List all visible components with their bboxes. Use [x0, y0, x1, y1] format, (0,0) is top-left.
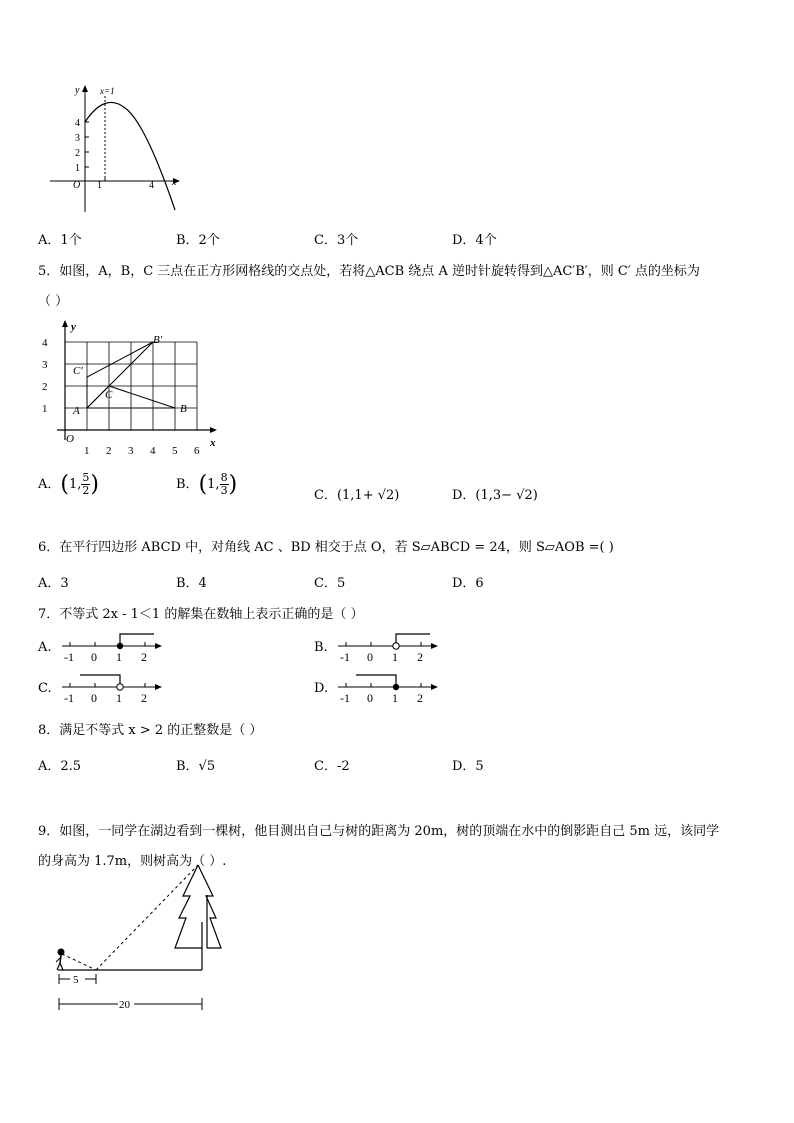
q8-stem: 8．满足不等式 x > 2 的正整数是（ ） — [38, 723, 263, 738]
q5-option-d[interactable]: D．(1,3− √2) — [452, 488, 538, 503]
q4-xtick-4: 4 — [149, 180, 154, 191]
q5-point-c: C — [105, 389, 113, 401]
q4-x-label: x — [172, 177, 177, 188]
svg-text:2: 2 — [417, 691, 423, 705]
q4-ytick-3: 3 — [75, 133, 80, 144]
svg-text:0: 0 — [367, 691, 373, 705]
q5-grid-figure — [35, 315, 225, 460]
svg-text:2: 2 — [417, 650, 423, 664]
q7-stem: 7．不等式 2x - 1＜1 的解集在数轴上表示正确的是（ ） — [38, 607, 364, 622]
q9-stem-line1: 9．如图，一同学在湖边看到一棵树，他目测出自己与树的距离为 20m，树的顶端在水中的倒影距自己 5m 远，该同学 — [38, 824, 720, 839]
q9-tree-figure — [48, 860, 238, 1015]
q8-option-c[interactable]: C．-2 — [314, 759, 350, 774]
svg-text:-1: -1 — [340, 650, 350, 664]
svg-text:2: 2 — [141, 650, 147, 664]
q5-xtick: 3 — [128, 445, 134, 457]
q6-option-a[interactable]: A．3 — [38, 576, 69, 591]
svg-text:1: 1 — [392, 691, 398, 705]
q5-option-b-den: 3 — [220, 484, 228, 497]
q5-option-b[interactable]: B．(1, $\frac{8}{3}$ ) — [176, 471, 238, 497]
q5-x-label: x — [210, 437, 216, 449]
q4-line-label: x=1 — [100, 86, 115, 96]
q4-ytick-4: 4 — [75, 118, 80, 129]
q5-point-b: B — [180, 403, 187, 415]
q5-stem-line1: 5．如图，A，B，C 三点在正方形网格线的交点处，若将△ACB 绕点 A 逆时针旋转得到△AC′B′，则 C′ 点的坐标为 — [38, 264, 700, 279]
q5-option-a[interactable]: A．(1, $\frac{5}{2}$ ) — [38, 471, 99, 497]
q6-option-c[interactable]: C．5 — [314, 576, 346, 591]
q5-origin: O — [66, 433, 74, 445]
svg-text:-1: -1 — [340, 691, 350, 705]
q5-ytick: 4 — [42, 337, 48, 349]
q5-ytick: 2 — [42, 381, 48, 393]
q4-ytick-1: 1 — [75, 163, 80, 174]
q4-y-label: y — [75, 85, 80, 96]
q4-option-d[interactable]: D．4个 — [452, 233, 497, 248]
q6-option-b[interactable]: B．4 — [176, 576, 207, 591]
q5-option-a-int: 1, — [68, 477, 82, 492]
q5-option-c[interactable]: C．(1,1+ √2) — [314, 488, 400, 503]
q8-option-b[interactable]: B．√5 — [176, 759, 216, 774]
person-icon — [56, 949, 64, 970]
q5-xtick: 2 — [106, 445, 112, 457]
q4-option-c[interactable]: C．3个 — [314, 233, 359, 248]
q7-option-a-label[interactable]: A. — [38, 640, 52, 655]
svg-text:1: 1 — [116, 691, 122, 705]
q5-xtick: 1 — [84, 445, 90, 457]
q5-xtick: 5 — [172, 445, 178, 457]
q5-option-b-int: 1, — [207, 477, 220, 492]
q9-eye-to-reflection — [62, 954, 96, 970]
q5-option-a-letter: A． — [38, 477, 61, 492]
q4-origin: O — [73, 180, 81, 191]
q8-option-d[interactable]: D．5 — [452, 759, 484, 774]
q7-option-c-numberline[interactable] — [58, 669, 168, 705]
q5-xtick: 4 — [150, 445, 156, 457]
q5-stem-line2: （ ） — [38, 294, 69, 309]
svg-text:0: 0 — [91, 650, 97, 664]
q4-ytick-2: 2 — [75, 148, 80, 159]
q9-dim-5: 5 — [73, 974, 79, 986]
q5-ytick: 1 — [42, 403, 48, 415]
q7-option-b-label[interactable]: B. — [314, 640, 328, 655]
tree-icon — [175, 865, 221, 970]
q5-point-c-prime: C′ — [73, 365, 83, 377]
q7-option-a-numberline[interactable] — [58, 628, 168, 664]
svg-text:2: 2 — [141, 691, 147, 705]
svg-text:0: 0 — [367, 650, 373, 664]
q4-xtick-1: 1 — [97, 180, 102, 191]
svg-text:1: 1 — [392, 650, 398, 664]
q4-parabola-curve — [85, 102, 175, 210]
q5-triangle-acb-prime — [87, 342, 153, 408]
q7-option-c-label[interactable]: C. — [38, 681, 52, 696]
q5-option-a-den: 2 — [82, 484, 90, 497]
svg-text:-1: -1 — [64, 650, 74, 664]
svg-text:0: 0 — [91, 691, 97, 705]
q5-option-a-num: 5 — [82, 471, 90, 484]
q9-dim-20: 20 — [119, 999, 130, 1011]
q5-point-b-prime: B′ — [153, 334, 163, 346]
q5-y-label: y — [71, 321, 76, 333]
q6-option-d[interactable]: D．6 — [452, 576, 484, 591]
svg-text:1: 1 — [116, 650, 122, 664]
q8-option-a[interactable]: A．2.5 — [38, 759, 82, 774]
q4-parabola-graph — [45, 82, 190, 217]
q7-option-d-numberline[interactable] — [334, 669, 444, 705]
q5-ytick: 3 — [42, 359, 48, 371]
svg-text:-1: -1 — [64, 691, 74, 705]
q5-point-a: A — [73, 405, 80, 417]
q4-option-b[interactable]: B．2个 — [176, 233, 220, 248]
q7-option-b-numberline[interactable] — [334, 628, 444, 664]
q7-option-d-label[interactable]: D. — [314, 681, 329, 696]
q5-option-b-letter: B． — [176, 477, 199, 492]
q4-y-axis-arrow — [82, 85, 88, 92]
q5-xtick: 6 — [194, 445, 200, 457]
q4-option-a[interactable]: A．1个 — [38, 233, 82, 248]
q6-stem: 6．在平行四边形 ABCD 中，对角线 AC 、BD 相交于点 O，若 S▱ABCD = 24，则 S▱AOB =( ) — [38, 540, 614, 555]
q9-stem-line2: 的身高为 1.7m，则树高为（ ）. — [38, 854, 227, 869]
q5-option-b-num: 8 — [220, 471, 228, 484]
